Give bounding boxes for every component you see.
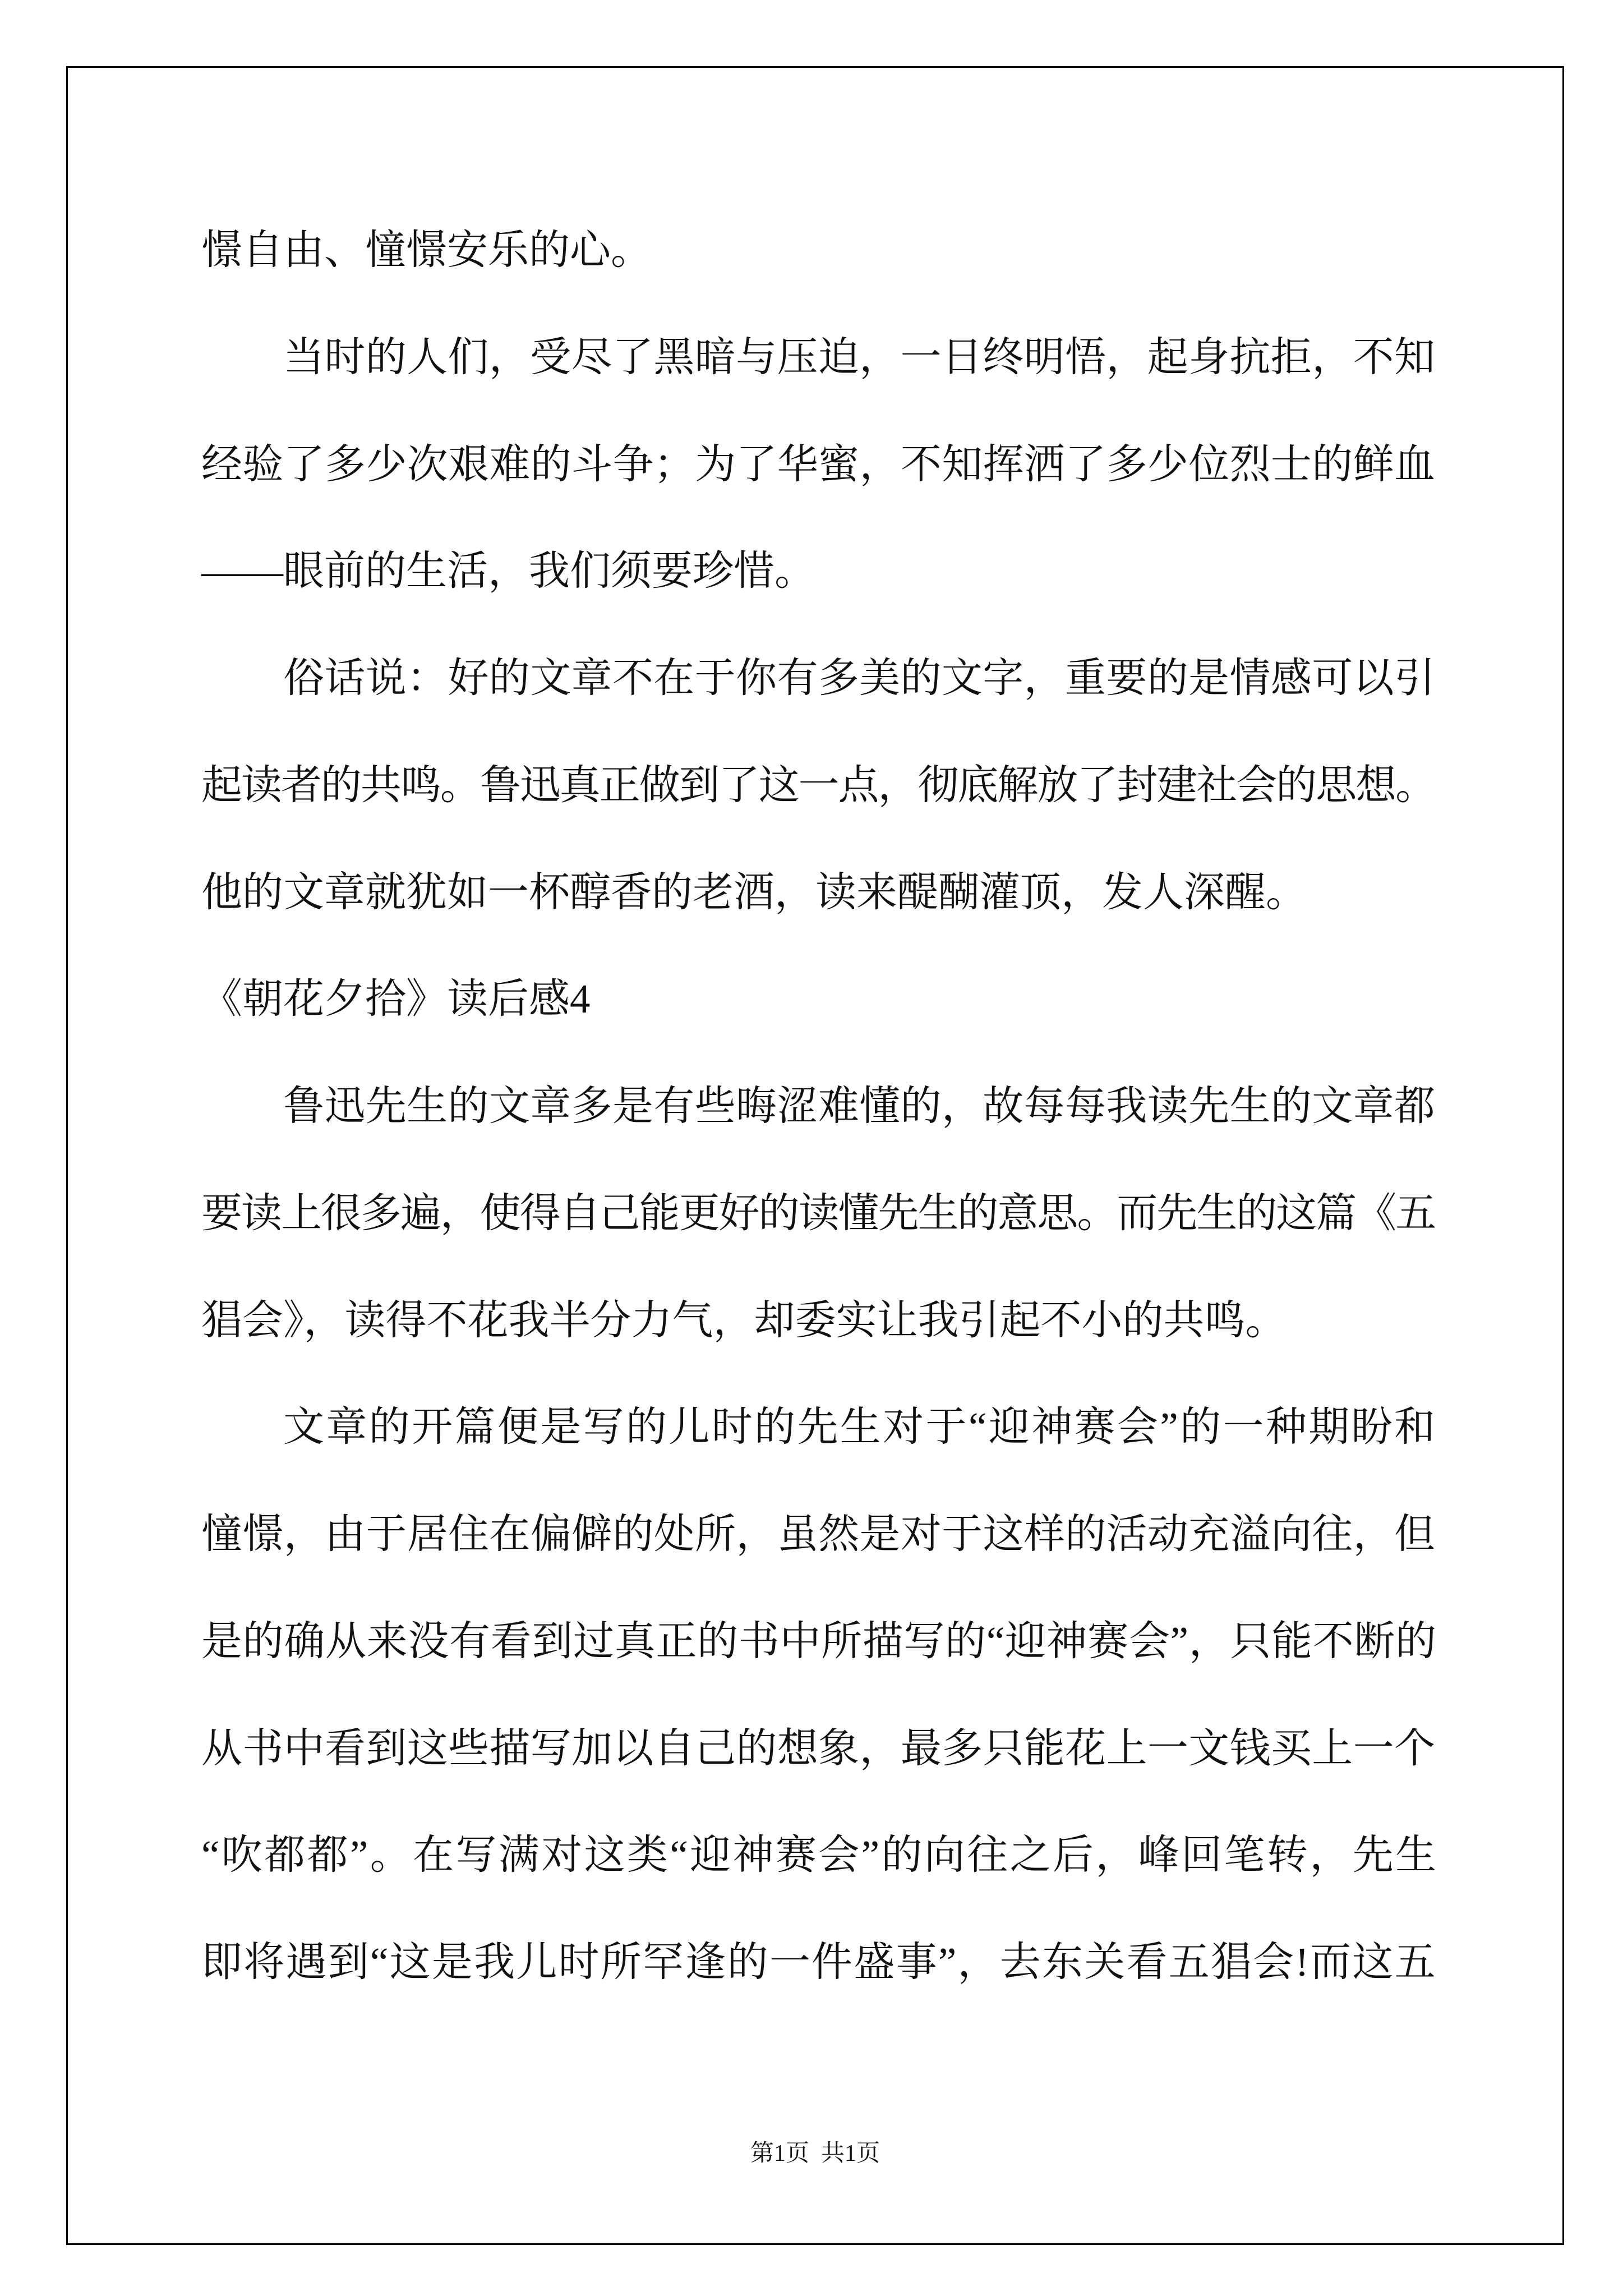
text-line: 憬自由、憧憬安乐的心。 bbox=[201, 227, 652, 273]
text-line: 起读者的共鸣。鲁迅真正做到了这一点，彻底解放了封建社会的思想。 bbox=[201, 762, 1435, 808]
document-body bbox=[201, 197, 1435, 2016]
text-line: 即将遇到“这是我儿时所罕逢的一件盛事”，去东关看五猖会!而这五 bbox=[201, 1939, 1435, 1985]
text-line: 憧憬，由于居住在偏僻的处所，虽然是对于这样的活动充溢向往，但 bbox=[201, 1511, 1435, 1557]
text-line: 要读上很多遍，使得自己能更好的读懂先生的意思。而先生的这篇《五 bbox=[201, 1190, 1435, 1236]
text-line: 猖会》，读得不花我半分力气，却委实让我引起不小的共鸣。 bbox=[201, 1297, 1287, 1343]
section-title: 《朝花夕拾》读后感4 bbox=[201, 976, 591, 1022]
text-line: 经验了多少次艰难的斗争；为了华蜜，不知挥洒了多少位烈士的鲜血 bbox=[201, 441, 1435, 487]
text-line: 是的确从来没有看到过真正的书中所描写的“迎神赛会”，只能不断的 bbox=[201, 1618, 1435, 1664]
text-line: 他的文章就犹如一杯醇香的老酒，读来醍醐灌顶，发人深醒。 bbox=[201, 869, 1307, 915]
text-line: 文章的开篇便是写的儿时的先生对于“迎神赛会”的一种期盼和 bbox=[283, 1404, 1435, 1450]
text-line: “吹都都”。在写满对这类“迎神赛会”的向往之后，峰回笔转，先生 bbox=[201, 1832, 1435, 1878]
page-footer: 第1页 共1页 bbox=[750, 2141, 880, 2166]
text-line: ——眼前的生活，我们须要珍惜。 bbox=[201, 548, 815, 594]
text-line: 从书中看到这些描写加以自己的想象，最多只能花上一文钱买上一个 bbox=[201, 1725, 1435, 1771]
text-line: 俗话说：好的文章不在于你有多美的文字，重要的是情感可以引 bbox=[283, 655, 1435, 701]
text-line: 鲁迅先生的文章多是有些晦涩难懂的，故每每我读先生的文章都 bbox=[283, 1083, 1435, 1129]
text-line: 当时的人们，受尽了黑暗与压迫，一日终明悟，起身抗拒，不知 bbox=[283, 334, 1435, 380]
